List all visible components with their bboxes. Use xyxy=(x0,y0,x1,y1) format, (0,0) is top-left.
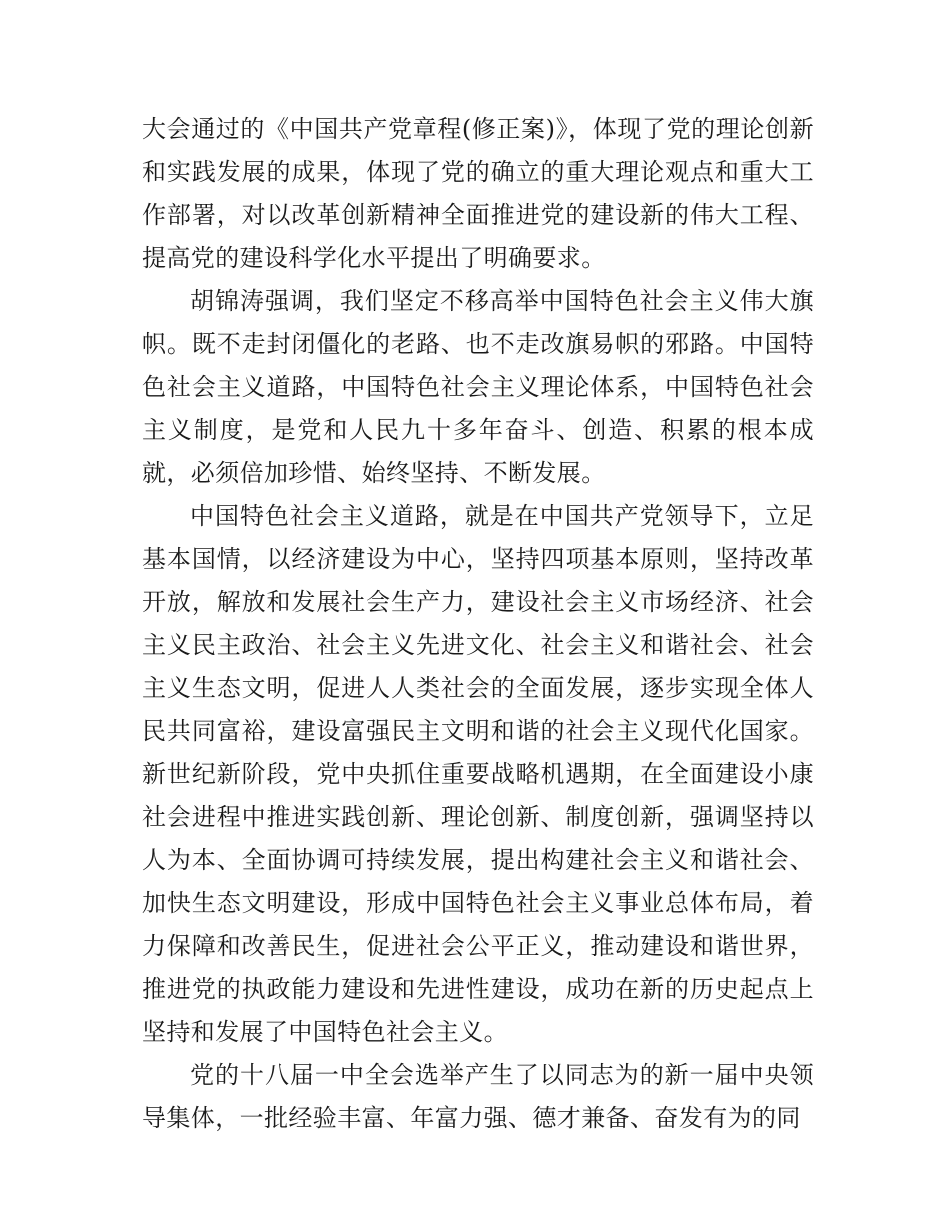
paragraph-3: 中国特色社会主义道路，就是在中国共产党领导下，立足基本国情，以经济建设为中心，坚持四项基本原则，坚持改革开放，解放和发展社会生产力，建设社会主义市场经济、社会主义民主政治、社会主义先进文化、社会主义和谐社会、社会主义生态文明，促进人人类社会的全面发展，逐步实现全体人民共同富裕，建设富强民主文明和谐的社会主义现代化国家。新世纪新阶段，党中央抓住重要战略机遇期，在全面建设小康社会进程中推进实践创新、理论创新、制度创新，强调坚持以人为本、全面协调可持续发展，提出构建社会主义和谐社会、加快生态文明建设，形成中国特色社会主义事业总体布局，着力保障和改善民生，促进社会公平正义，推动建设和谐世界，推进党的执政能力建设和先进性建设，成功在新的历史起点上坚持和发展了中国特色社会主义。 xyxy=(142,502,814,1046)
paragraph-1: 大会通过的《中国共产党章程(修正案)》，体现了党的理论创新和实践发展的成果，体现了党的确立的重大理论观点和重大工作部署，对以改革创新精神全面推进党的建设新的伟大工程、提高党的建设科学化水平提出了明确要求。 xyxy=(142,115,814,272)
paragraph-2: 胡锦涛强调，我们坚定不移高举中国特色社会主义伟大旗帜。既不走封闭僵化的老路、也不走改旗易帜的邪路。中国特色社会主义道路，中国特色社会主义理论体系，中国特色社会主义制度，是党和人民九十多年奋斗、创造、积累的根本成就，必须倍加珍惜、始终坚持、不断发展。 xyxy=(142,287,814,487)
document-body xyxy=(142,108,814,1140)
paragraph-4: 党的十八届一中全会选举产生了以同志为的新一届中央领导集体，一批经验丰富、年富力强、德才兼备、奋发有为的同 xyxy=(142,1061,814,1132)
